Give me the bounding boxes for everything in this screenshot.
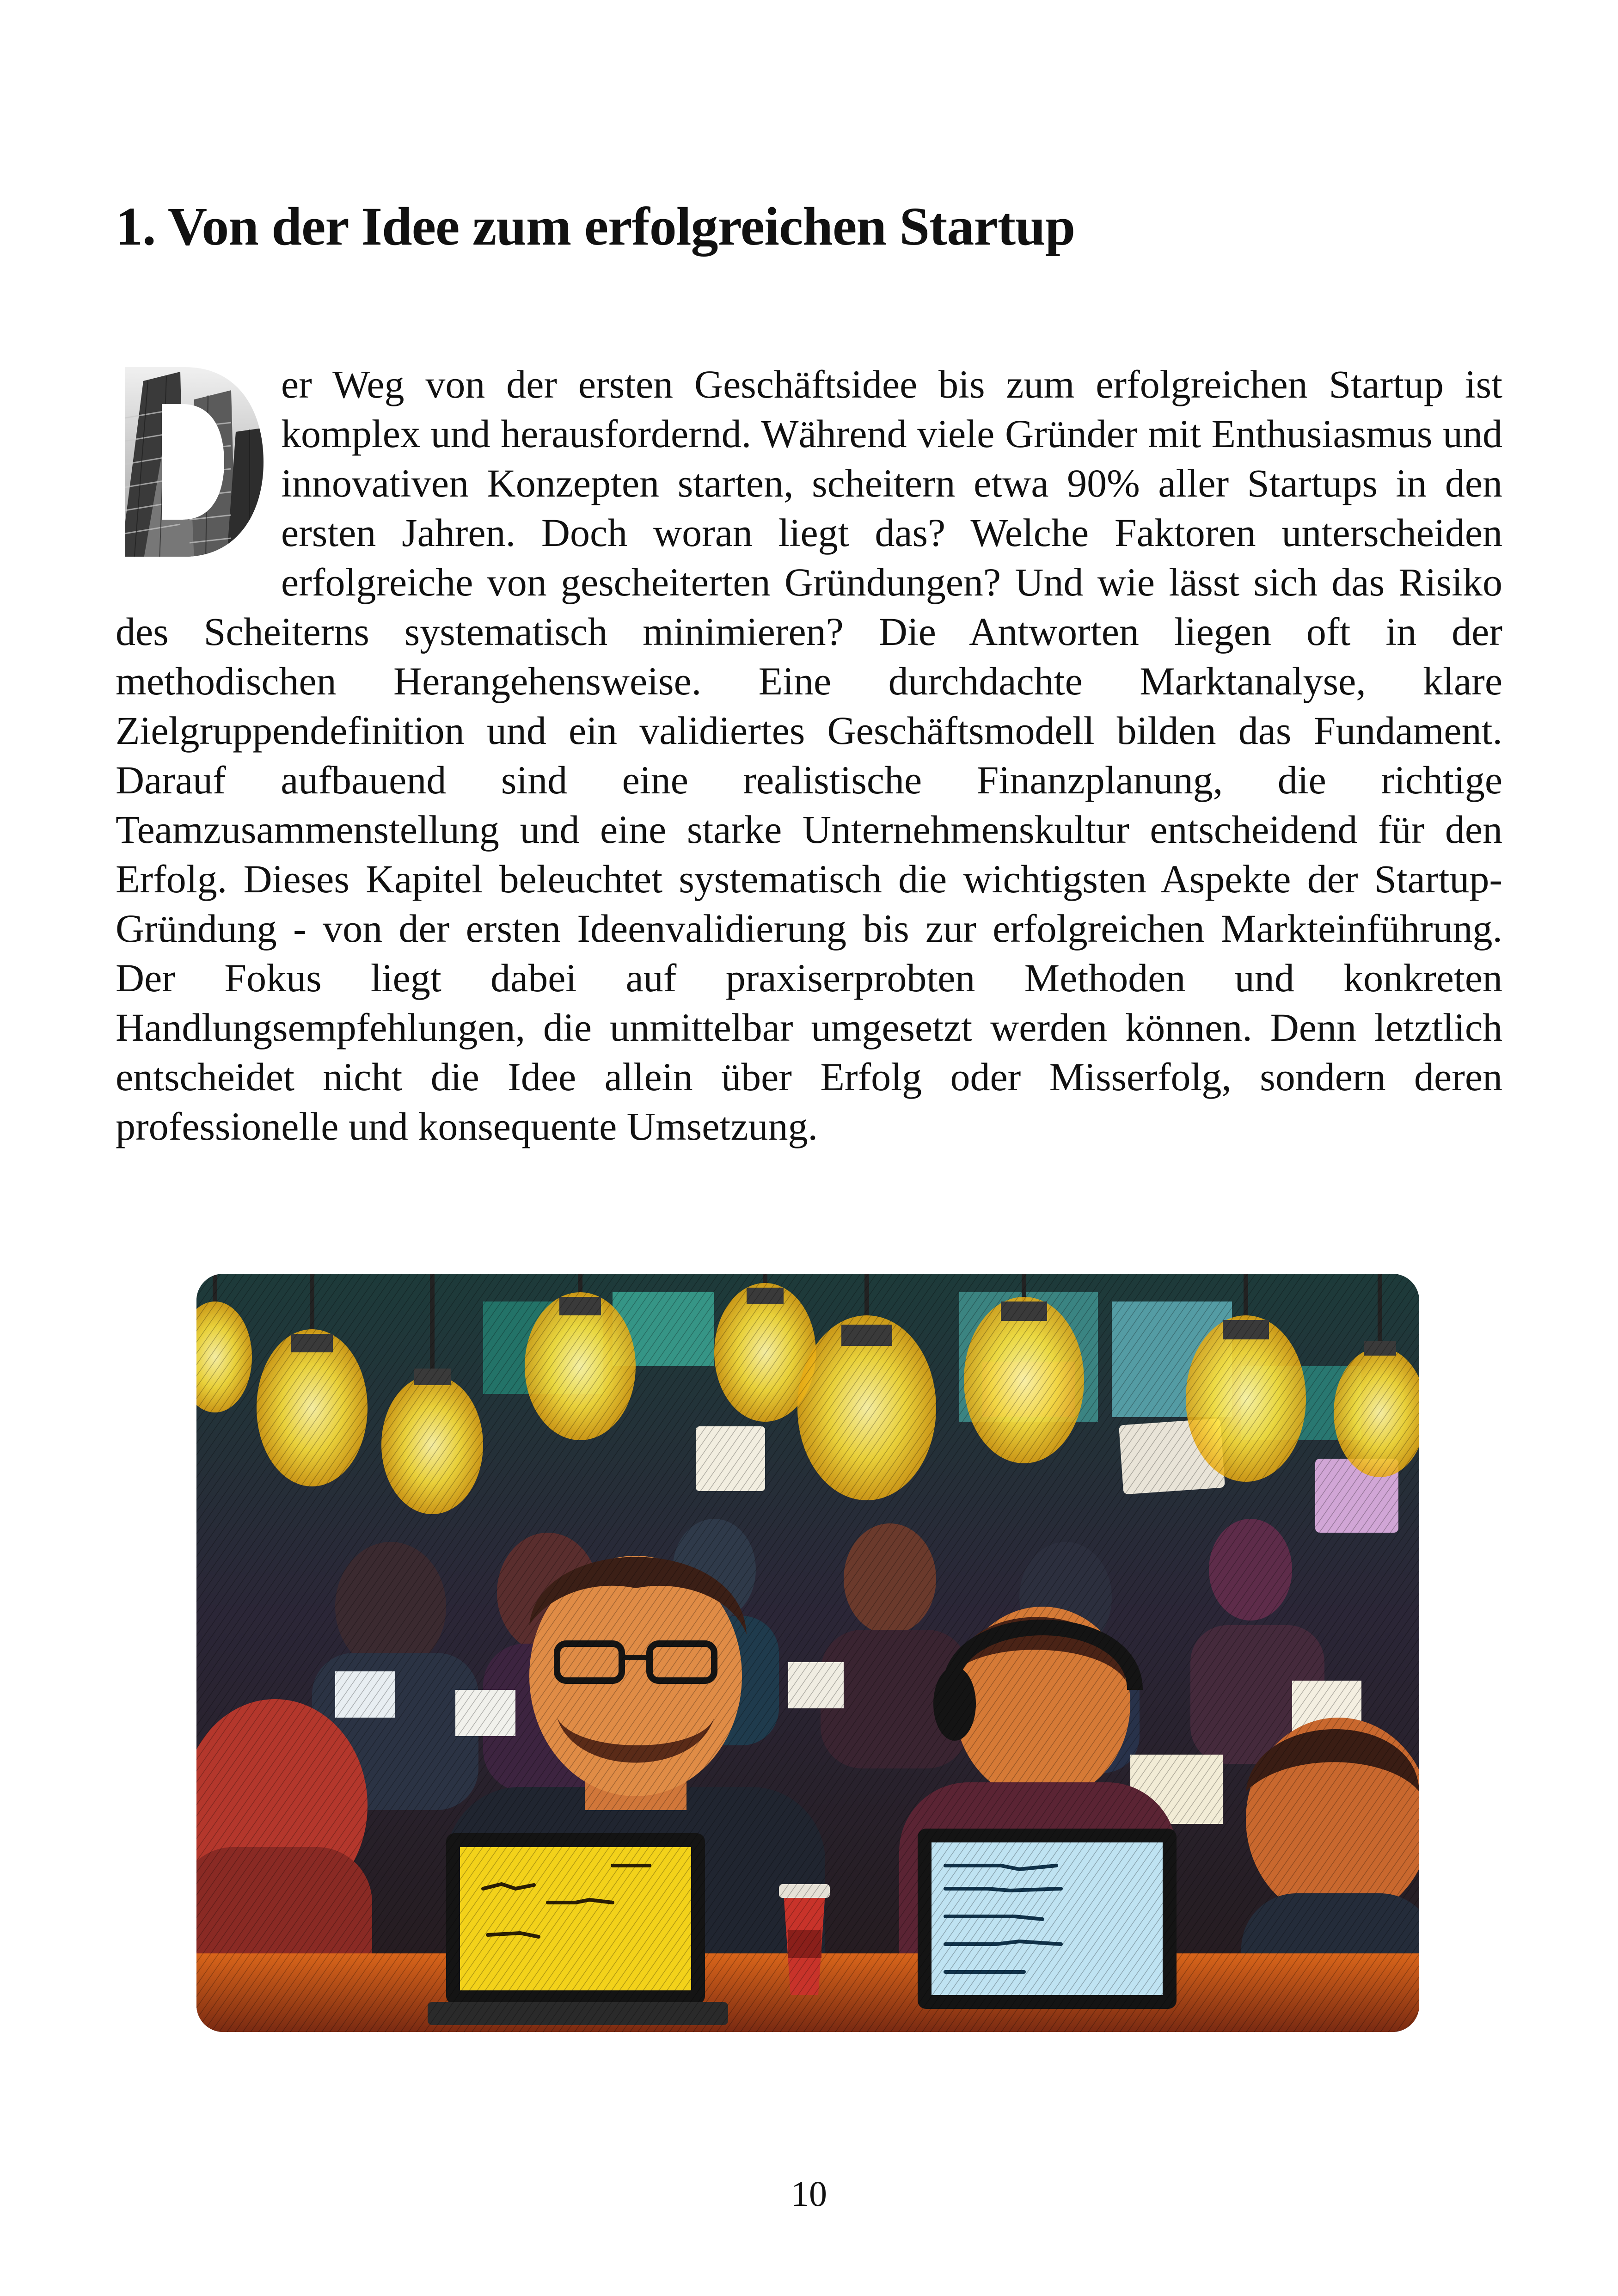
coworking-scene-image xyxy=(196,1274,1419,2032)
coworking-illustration xyxy=(196,1274,1419,2032)
page-number: 10 xyxy=(791,2173,827,2214)
drop-cap-skyscraper-image xyxy=(116,362,268,561)
drop-cap-letter xyxy=(116,362,268,561)
chapter-title: 1. Von der Idee zum erfolgreichen Startup xyxy=(116,196,1075,257)
chapter-intro-paragraph xyxy=(116,360,1502,1151)
chapter-body-text: er Weg von der ersten Geschäftsidee bis zum erfolgreichen Startup ist komplex und herausfordernd. Während viele Gründer mit Enthusiasmus und innovativen Konzepten starten, scheitern etwa 90% aller Startups in den ersten Jahren. Doch woran liegt das? Welche Faktoren unterscheiden erfolgreiche von gescheiterten Gründungen? Und wie lässt sich das Risiko des Scheiterns systematisch minimieren? Die Antworten liegen oft in der methodischen Herangehensweise. Eine durchdachte Marktanalyse, klare Zielgruppendefinition und ein validiertes Geschäftsmodell bilden das Fundament. Darauf aufbauend sind eine realistische Finanzplanung, die richtige Teamzusammenstellung und eine starke Unternehmenskultur entscheidend für den Erfolg. Dieses Kapitel beleuchtet systematisch die wichtigsten Aspekte der Startup-Gründung - von der ersten Ideenvalidierung bis zur erfolgreichen Markteinführung. Der Fokus liegt dabei auf praxiserprobten Methoden und konkreten Handlungsempfehlungen, die unmittelbar umgesetzt werden können. Denn letztlich entscheidet nicht die Idee allein über Erfolg oder Misserfolg, sondern deren professionelle und konsequente Umsetzung. xyxy=(116,362,1502,1148)
